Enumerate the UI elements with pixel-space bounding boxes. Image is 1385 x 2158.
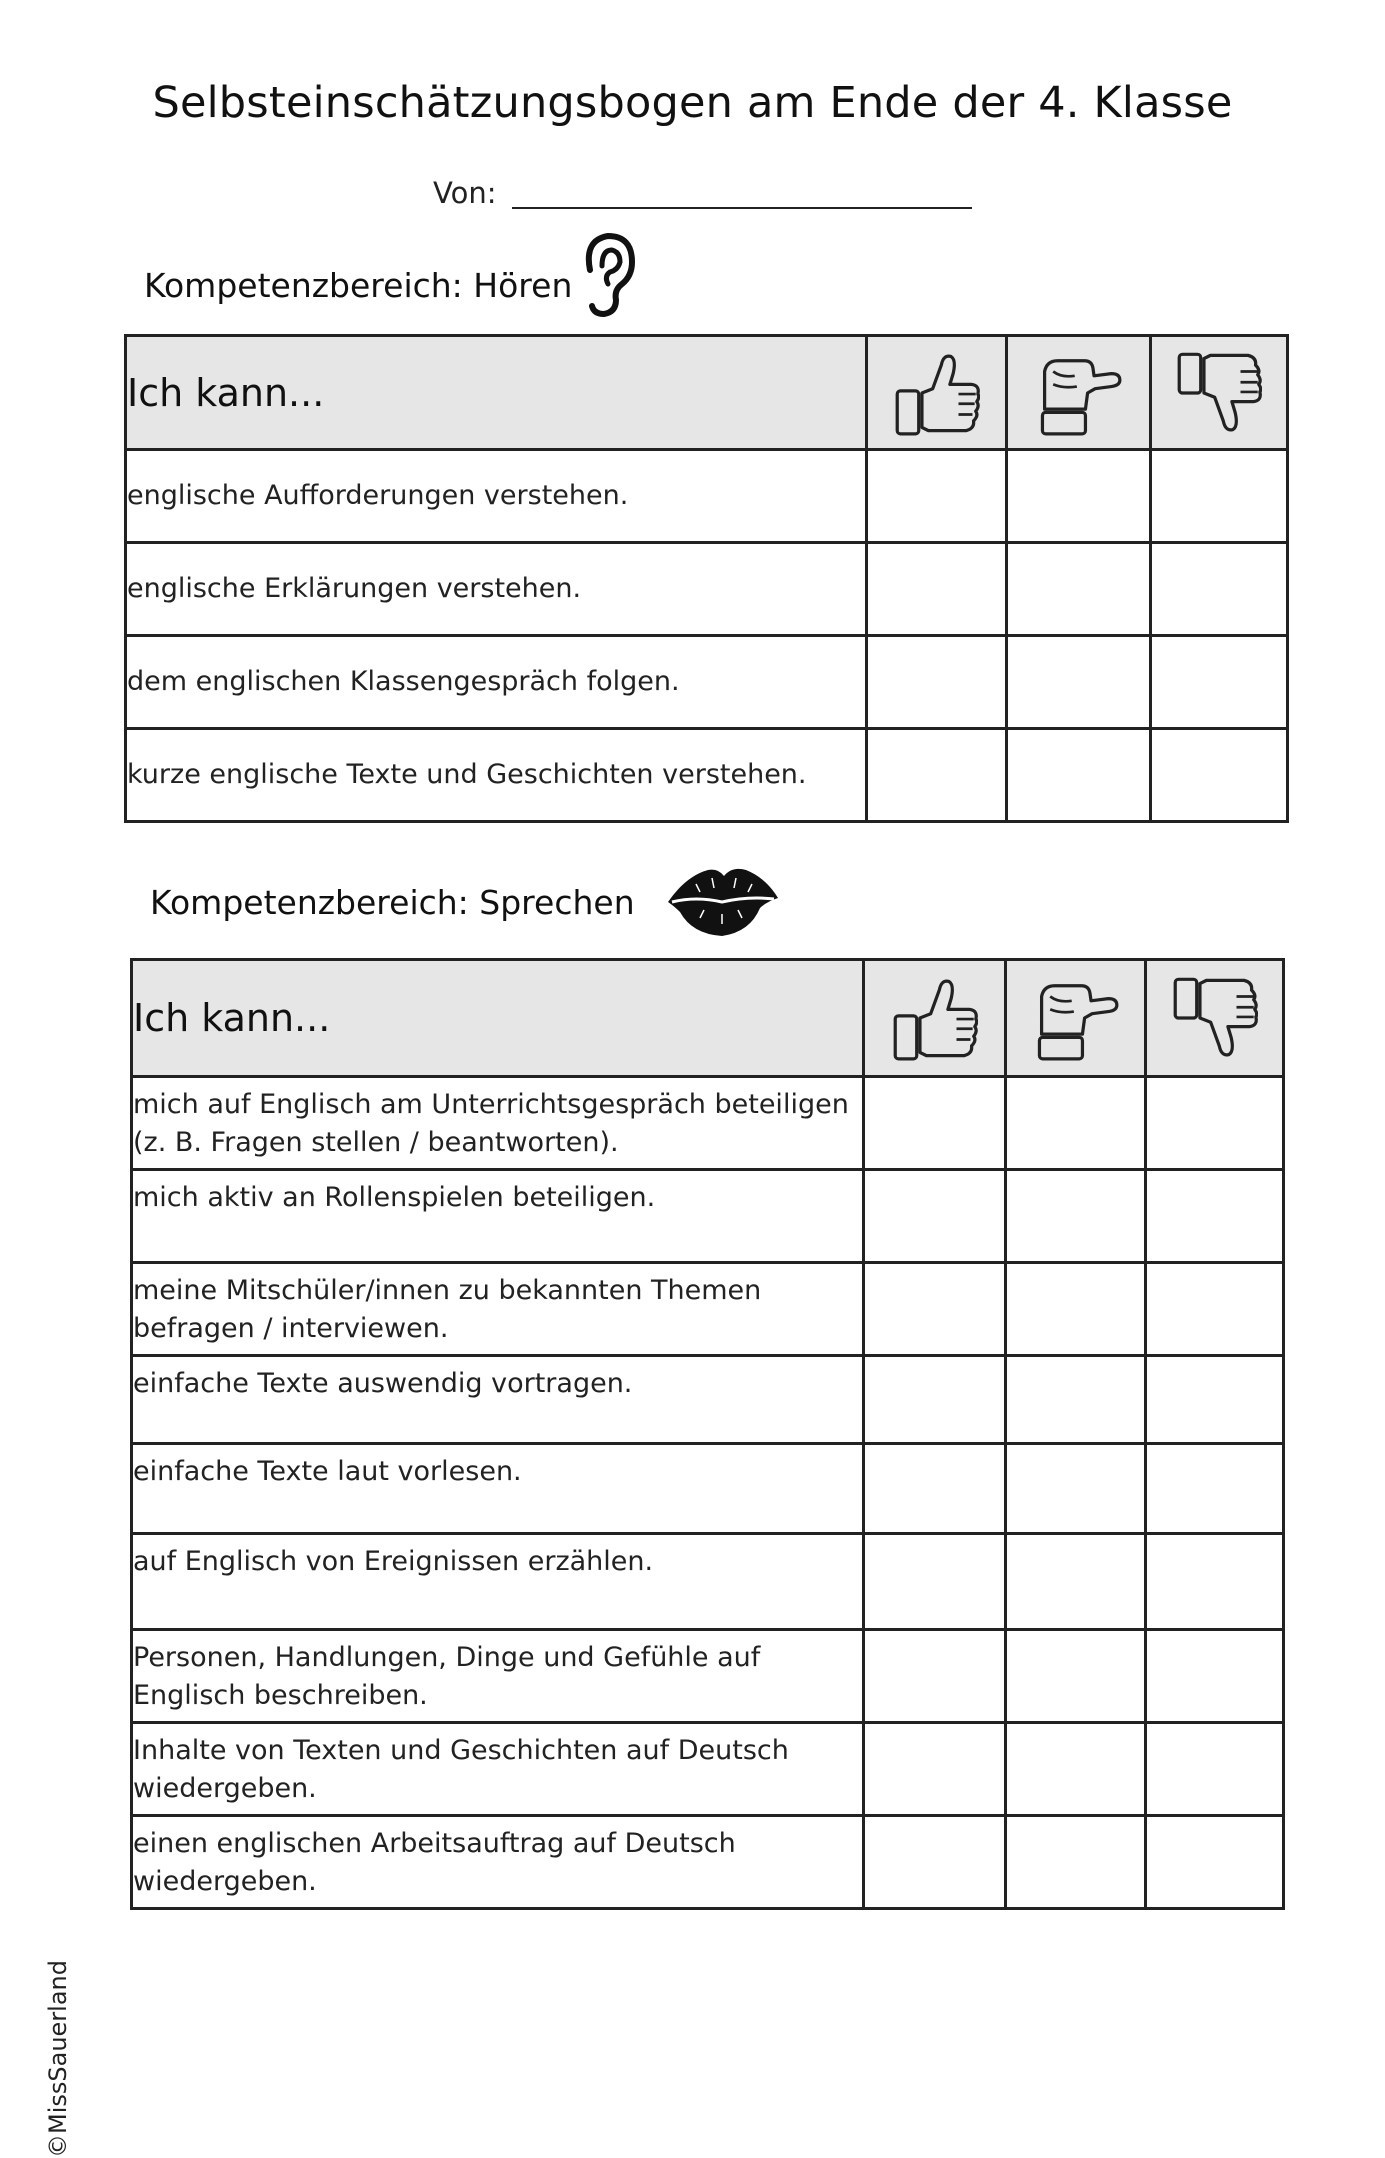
thumbs-down-icon (1146, 960, 1284, 1077)
rating-cell-good[interactable] (864, 1077, 1006, 1170)
table-sprechen (130, 958, 1285, 1910)
table-row (132, 1630, 1284, 1723)
row-text: mich auf Englisch am Unterrichtsgespräch beteiligen (z. B. Fragen stellen / beantworten). (132, 1077, 864, 1170)
rating-cell-bad[interactable] (1146, 1723, 1284, 1816)
row-text: mich aktiv an Rollenspielen beteiligen. (132, 1170, 864, 1263)
row-text: Inhalte von Texten und Geschichten auf Deutsch wiedergeben. (132, 1723, 864, 1816)
table-row (132, 1170, 1284, 1263)
thumbs-sideways-icon (1006, 960, 1146, 1077)
header-ich-kann: Ich kann... (126, 336, 867, 450)
table-row (126, 636, 1288, 729)
rating-cell-bad[interactable] (1146, 1077, 1284, 1170)
rating-cell-good[interactable] (864, 1170, 1006, 1263)
rating-cell-good[interactable] (867, 450, 1007, 543)
header-ich-kann: Ich kann... (132, 960, 864, 1077)
rating-cell-medium[interactable] (1006, 1444, 1146, 1534)
rating-cell-medium[interactable] (1006, 1170, 1146, 1263)
row-text: auf Englisch von Ereignissen erzählen. (132, 1534, 864, 1630)
row-text: einfache Texte laut vorlesen. (132, 1444, 864, 1534)
thumbs-up-icon (864, 960, 1006, 1077)
rating-cell-bad[interactable] (1146, 1356, 1284, 1444)
rating-cell-good[interactable] (867, 543, 1007, 636)
rating-cell-bad[interactable] (1146, 1534, 1284, 1630)
copyright-notice (44, 1960, 72, 2158)
rating-cell-good[interactable] (867, 636, 1007, 729)
rating-cell-bad[interactable] (1151, 543, 1288, 636)
rating-cell-medium[interactable] (1006, 1630, 1146, 1723)
section-title-hoeren: Kompetenzbereich: Hören (144, 266, 573, 305)
rating-cell-bad[interactable] (1151, 729, 1288, 822)
rating-cell-medium[interactable] (1006, 1723, 1146, 1816)
table-header-row (126, 336, 1288, 450)
rating-cell-bad[interactable] (1146, 1444, 1284, 1534)
rating-cell-good[interactable] (864, 1723, 1006, 1816)
copyright-text: ©MissSauerland (44, 1960, 72, 2158)
thumbs-up-icon (867, 336, 1007, 450)
table-row (126, 450, 1288, 543)
rating-cell-good[interactable] (864, 1356, 1006, 1444)
rating-cell-medium[interactable] (1006, 1356, 1146, 1444)
row-text: englische Erklärungen verstehen. (126, 543, 867, 636)
table-row (132, 1816, 1284, 1909)
rating-cell-bad[interactable] (1146, 1263, 1284, 1356)
rating-cell-medium[interactable] (1007, 636, 1151, 729)
rating-cell-good[interactable] (864, 1263, 1006, 1356)
ear-icon (580, 232, 636, 318)
row-text: meine Mitschüler/innen zu bekannten Themen befragen / interviewen. (132, 1263, 864, 1356)
row-text: dem englischen Klassengespräch folgen. (126, 636, 867, 729)
rating-cell-bad[interactable] (1146, 1816, 1284, 1909)
thumbs-sideways-icon (1007, 336, 1151, 450)
rating-cell-medium[interactable] (1006, 1077, 1146, 1170)
page-title: Selbsteinschätzungsbogen am Ende der 4. Klasse (152, 78, 1233, 128)
rating-cell-good[interactable] (864, 1816, 1006, 1909)
row-text: englische Aufforderungen verstehen. (126, 450, 867, 543)
rating-cell-good[interactable] (864, 1630, 1006, 1723)
table-row (132, 1723, 1284, 1816)
rating-cell-medium[interactable] (1007, 729, 1151, 822)
table-row (132, 1077, 1284, 1170)
name-field-line[interactable] (512, 207, 972, 209)
rating-cell-bad[interactable] (1151, 636, 1288, 729)
table-row (132, 1356, 1284, 1444)
row-text: einfache Texte auswendig vortragen. (132, 1356, 864, 1444)
rating-cell-medium[interactable] (1006, 1534, 1146, 1630)
row-text: kurze englische Texte und Geschichten verstehen. (126, 729, 867, 822)
table-row (132, 1444, 1284, 1534)
rating-cell-medium[interactable] (1006, 1263, 1146, 1356)
lips-icon (666, 862, 780, 942)
rating-cell-good[interactable] (867, 729, 1007, 822)
rating-cell-good[interactable] (864, 1444, 1006, 1534)
rating-cell-medium[interactable] (1007, 543, 1151, 636)
rating-cell-good[interactable] (864, 1534, 1006, 1630)
table-row (132, 1534, 1284, 1630)
von-label: Von: (433, 176, 497, 210)
rating-cell-medium[interactable] (1006, 1816, 1146, 1909)
table-hoeren (124, 334, 1289, 823)
section-title-sprechen: Kompetenzbereich: Sprechen (150, 883, 635, 922)
rating-cell-bad[interactable] (1146, 1630, 1284, 1723)
row-text: einen englischen Arbeitsauftrag auf Deutsch wiedergeben. (132, 1816, 864, 1909)
table-header-row (132, 960, 1284, 1077)
rating-cell-bad[interactable] (1146, 1170, 1284, 1263)
table-row (126, 729, 1288, 822)
row-text: Personen, Handlungen, Dinge und Gefühle auf Englisch beschreiben. (132, 1630, 864, 1723)
table-row (126, 543, 1288, 636)
rating-cell-bad[interactable] (1151, 450, 1288, 543)
rating-cell-medium[interactable] (1007, 450, 1151, 543)
table-row (132, 1263, 1284, 1356)
thumbs-down-icon (1151, 336, 1288, 450)
